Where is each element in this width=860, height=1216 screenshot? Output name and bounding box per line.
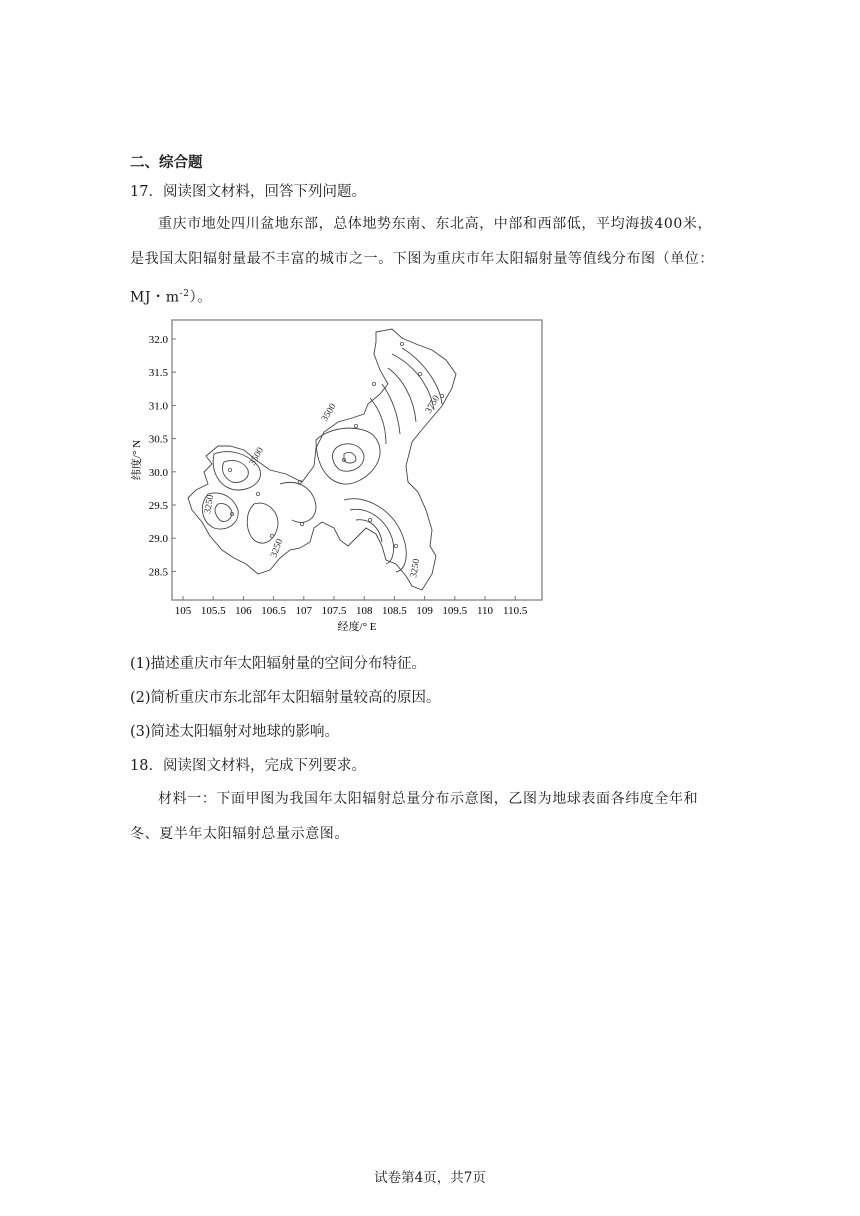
contour-center-core <box>344 452 356 463</box>
contour-ne-4 <box>382 384 400 434</box>
unit-suffix: ）。 <box>189 289 212 306</box>
chongqing-radiation-contour-map <box>130 314 550 636</box>
contour-label: 3250 <box>269 537 286 560</box>
y-tick-label: 29.0 <box>148 533 168 546</box>
x-tick-label: 108 <box>355 605 373 617</box>
question-17-sub-2: (2)简析重庆市东北部年太阳辐射量较高的原因。 <box>130 690 441 706</box>
material-unit-line <box>130 277 735 316</box>
contour-west-2 <box>222 460 248 482</box>
x-tick-label: 108.5 <box>382 605 407 617</box>
x-tick-label: 109 <box>416 605 433 617</box>
section-heading: 二、综合题 <box>130 155 203 171</box>
contour-label: 3250 <box>409 558 423 579</box>
question-18-material <box>130 782 735 852</box>
x-tick-label: 109.5 <box>442 605 468 617</box>
contour-south-2 <box>350 509 394 564</box>
chongqing-boundary <box>188 329 456 590</box>
x-tick-label: 105.5 <box>200 605 226 617</box>
question-17-stem: 17．阅读图文材料，回答下列问题。 <box>130 184 366 200</box>
contour-label: 3750 <box>423 394 443 416</box>
material-line-1: 重庆市地处四川盆地东部，总体地势东南、东北高，中部和西部低，平均海拔400米， <box>158 216 713 232</box>
y-tick-label: 31.5 <box>148 367 168 380</box>
x-tick-label: 105 <box>174 605 192 617</box>
question-17-sub-3: (3)简述太阳辐射对地球的影响。 <box>130 724 340 740</box>
y-tick-label: 29.5 <box>148 500 168 512</box>
contour-label: 3500 <box>247 446 267 468</box>
x-tick-label: 107.5 <box>321 605 347 617</box>
unit-exponent: -2 <box>179 289 190 299</box>
y-tick-label: 30.0 <box>148 466 168 479</box>
x-tick-label: 110 <box>476 605 494 617</box>
question-17-sub-1: (1)描述重庆市年太阳辐射量的空间分布特征。 <box>130 656 427 672</box>
x-axis-label: 经度/° E <box>337 621 377 633</box>
contour-label: 3250 <box>203 494 217 515</box>
y-tick-label: 31.0 <box>148 400 168 413</box>
q18-material-line-1: 材料一：下面甲图为我国年太阳辐射总量分布示意图，乙图为地球表面各纬度全年和 <box>158 791 699 807</box>
x-tick-label: 110.5 <box>503 605 528 617</box>
y-tick-label: 30.5 <box>148 433 168 446</box>
map-outline-and-contours <box>188 329 456 590</box>
y-axis-label: 纬度/° N <box>131 439 143 481</box>
contour-ne-5 <box>370 398 386 444</box>
contour-mid-1 <box>280 482 316 522</box>
x-tick-label: 106.5 <box>261 605 286 617</box>
contour-label: 3500 <box>320 402 339 424</box>
question-17-material <box>130 207 735 316</box>
material-line-2: 是我国太阳辐射量最不丰富的城市之一。下图为重庆市年太阳辐射量等值线分布图（单位： <box>130 251 714 267</box>
contour-sw-2 <box>215 504 232 522</box>
plot-frame <box>172 320 542 600</box>
q18-material-line-2: 冬、夏半年太阳辐射总量示意图。 <box>130 826 349 842</box>
y-tick-label: 32.0 <box>148 334 168 346</box>
x-tick-label: 106 <box>235 605 252 617</box>
page-footer: 试卷第4页，共7页 <box>374 1170 486 1186</box>
question-18-stem: 18．阅读图文材料，完成下列要求。 <box>130 758 366 774</box>
contour-ne-1 <box>392 354 434 410</box>
contour-center-inner <box>333 444 364 471</box>
y-tick-label: 28.5 <box>148 566 168 579</box>
contour-ne-3 <box>388 368 416 422</box>
unit-prefix: MJ・m <box>130 289 180 306</box>
contour-center-outer <box>316 428 380 484</box>
x-tick-label: 107 <box>295 605 313 617</box>
